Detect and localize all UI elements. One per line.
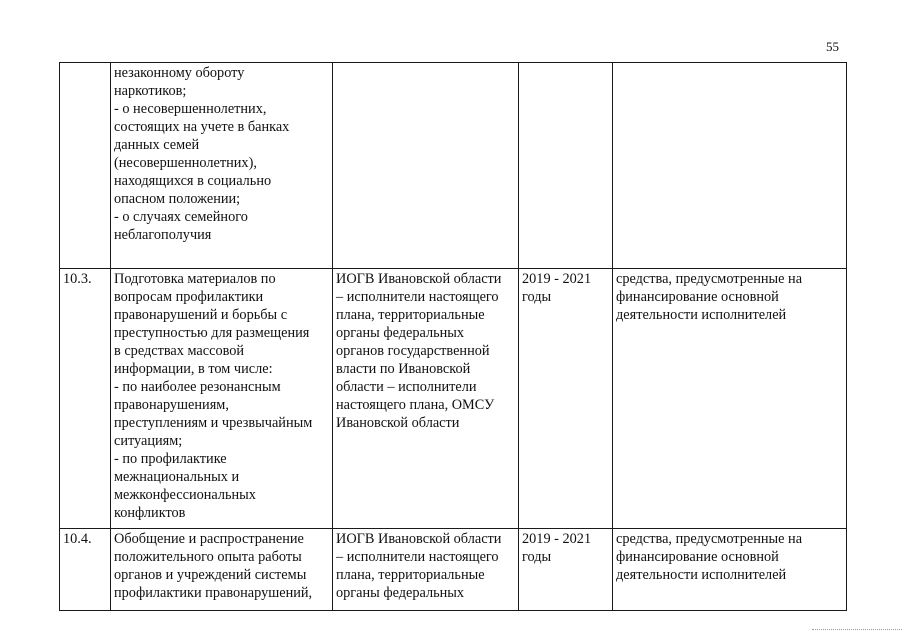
- activity-cell: [111, 269, 333, 529]
- activity-text: Обобщение и распространение положительного опыта работы органов и учреждений системы профилактики правонарушений,: [114, 531, 313, 601]
- activity-text: Подготовка материалов по вопросам профилактики правонарушений и борьбы с преступностью для размещения в средствах массовой информации, в том числе: - по наиболее резонансным правонарушениям, преступлениям и чрезвычайным ситуациям; - по профилактике межнациональных и межконфессиональных конфликтов: [114, 271, 313, 521]
- item-number: 10.3.: [63, 271, 92, 287]
- financing-text: средства, предусмотренные на финансирование основной деятельности исполнителей: [616, 271, 803, 323]
- term-text: 2019 - 2021 годы: [522, 531, 592, 565]
- financing-cell: [613, 529, 847, 611]
- scan-artifact: [812, 629, 902, 632]
- executors-text: ИОГВ Ивановской области – исполнители настоящего плана, территориальные органы федеральных органов государственной власти по Ивановской области – исполнители настоящего плана, ОМСУ Ивановской области: [336, 271, 502, 431]
- term-text: 2019 - 2021 годы: [522, 271, 592, 305]
- table-row: [60, 529, 847, 611]
- page-number: 55: [826, 39, 839, 54]
- term-cell: [519, 529, 613, 611]
- plan-table: [59, 62, 847, 611]
- number-cell: [60, 63, 111, 269]
- executors-text: ИОГВ Ивановской области – исполнители настоящего плана, территориальные органы федеральных: [336, 531, 502, 601]
- activity-text: незаконному обороту наркотиков; - о несовершеннолетних, состоящих на учете в банках данных семей (несовершеннолетних), находящихся в социально опасном положении; - о случаях семейного неблагополучия: [114, 65, 290, 243]
- financing-cell: [613, 63, 847, 269]
- item-number: 10.4.: [63, 531, 92, 547]
- financing-cell: [613, 269, 847, 529]
- executors-cell: [333, 63, 519, 269]
- executors-cell: [333, 529, 519, 611]
- number-cell: [60, 269, 111, 529]
- activity-cell: [111, 63, 333, 269]
- number-cell: [60, 529, 111, 611]
- term-cell: [519, 269, 613, 529]
- table-row: [60, 63, 847, 269]
- executors-cell: [333, 269, 519, 529]
- table-row: [60, 269, 847, 529]
- term-cell: [519, 63, 613, 269]
- financing-text: средства, предусмотренные на финансирование основной деятельности исполнителей: [616, 531, 803, 583]
- activity-cell: [111, 529, 333, 611]
